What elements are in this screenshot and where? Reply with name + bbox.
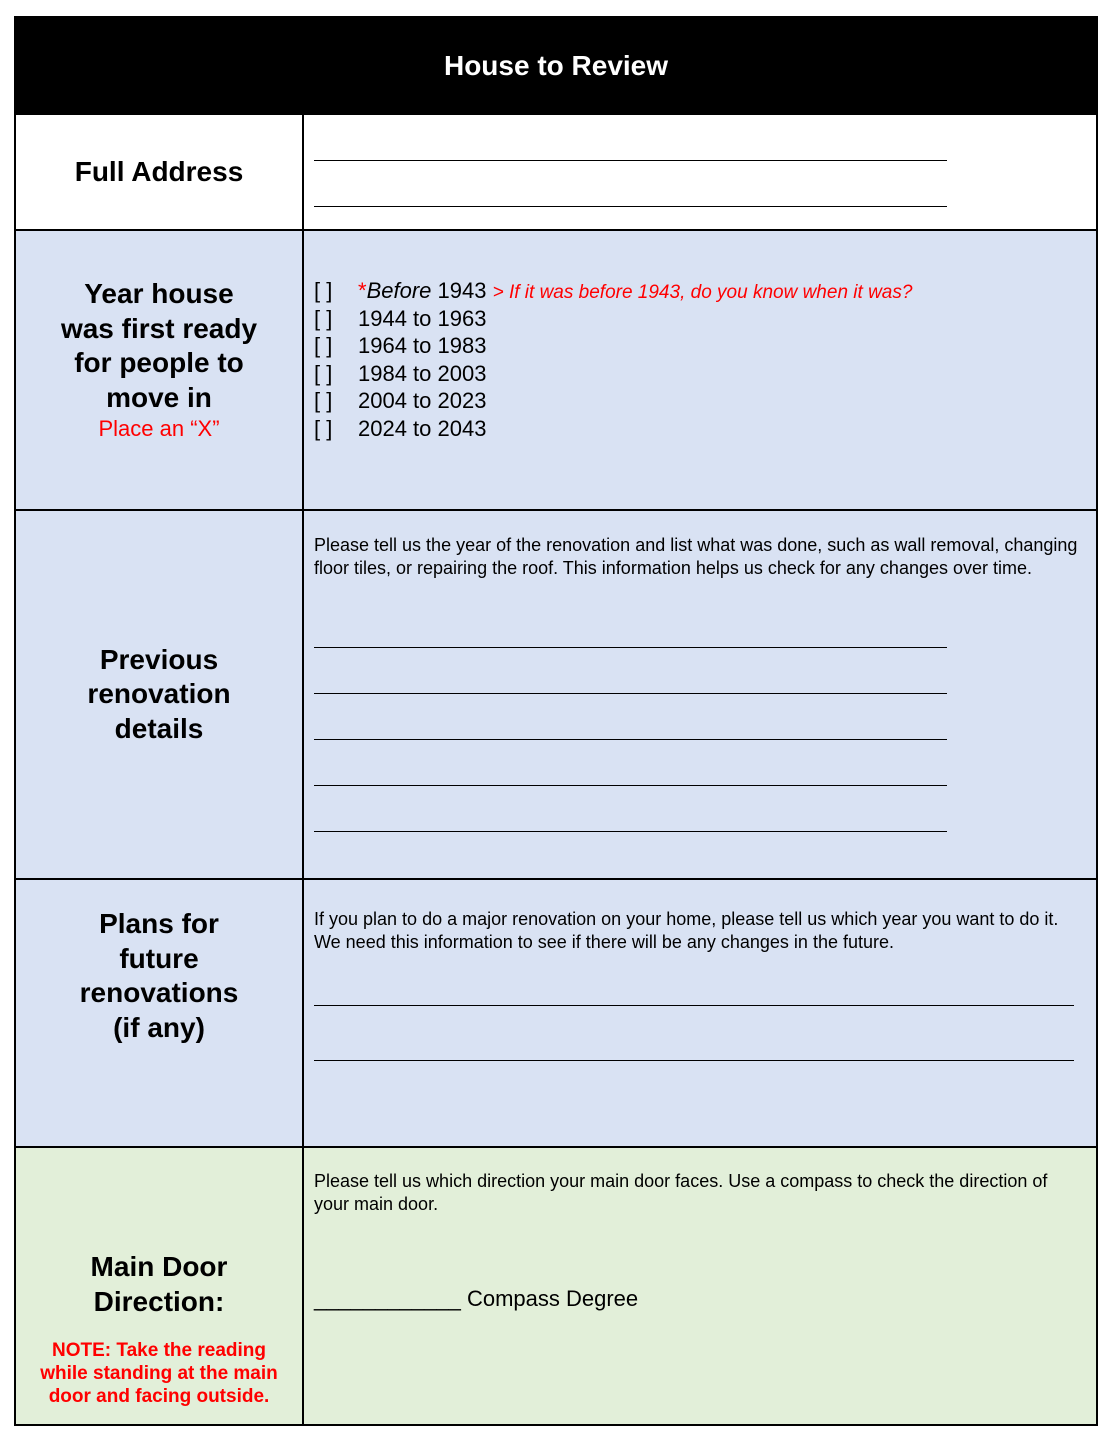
year-option[interactable] bbox=[314, 360, 486, 388]
year-option[interactable] bbox=[314, 305, 486, 333]
future-renovation-label-line: Plans for bbox=[99, 908, 219, 939]
option-label: 1964 to 1983 bbox=[358, 333, 487, 358]
year-option-before-1943[interactable] bbox=[314, 277, 912, 307]
previous-renovation-label-line: details bbox=[114, 712, 204, 744]
option-label: 1984 to 2003 bbox=[358, 361, 487, 386]
year-built-label-line: move in bbox=[106, 381, 212, 413]
future-renovation-instructions: If you plan to do a major renovation on your home, please tell us which year you want to do it. We need this information to see if there will be any changes in the future. bbox=[314, 909, 1059, 952]
previous-renovation-instructions: Please tell us the year of the renovation and list what was done, such as wall removal, changing floor tiles, or repairing the roof. This information helps us check for any changes over time. bbox=[314, 535, 1078, 578]
year-option[interactable] bbox=[314, 387, 486, 415]
compass-degree-label: Compass Degree bbox=[466, 1286, 639, 1311]
future-renovation-line[interactable] bbox=[314, 1005, 1074, 1006]
checkbox[interactable]: [ ] bbox=[314, 388, 333, 413]
option-label: 2004 to 2023 bbox=[358, 388, 487, 413]
future-renovation-row bbox=[16, 878, 1096, 1146]
year-option[interactable] bbox=[314, 415, 486, 443]
before-1943-note: > If it was before 1943, do you know when it was? bbox=[492, 282, 913, 303]
address-line-1[interactable] bbox=[314, 160, 947, 161]
year-built-label-line: Year house bbox=[84, 278, 234, 309]
future-renovation-label-cell bbox=[16, 880, 304, 1146]
previous-renovation-answer-cell bbox=[304, 511, 1096, 878]
option-year: 1943 bbox=[437, 278, 487, 303]
previous-renovation-line[interactable] bbox=[314, 739, 947, 740]
previous-renovation-row bbox=[16, 509, 1096, 878]
future-renovation-label-line: renovations bbox=[79, 977, 239, 1008]
checkbox[interactable]: [ ] bbox=[314, 416, 333, 441]
option-label: 2024 to 2043 bbox=[358, 416, 487, 441]
address-answer-cell bbox=[304, 115, 1096, 229]
address-label-cell bbox=[16, 115, 304, 229]
main-door-label-line: Direction: bbox=[93, 1285, 225, 1317]
checkbox[interactable]: [ ] bbox=[314, 306, 333, 331]
main-door-answer-cell bbox=[304, 1148, 1096, 1424]
previous-renovation-line[interactable] bbox=[314, 647, 947, 648]
year-built-options bbox=[304, 231, 1096, 509]
main-door-label-line: Main Door bbox=[90, 1251, 228, 1282]
compass-degree-field[interactable] bbox=[314, 1285, 638, 1313]
main-door-row bbox=[16, 1146, 1096, 1424]
previous-renovation-line[interactable] bbox=[314, 785, 947, 786]
main-door-note: NOTE: Take the reading while standing at the main door and facing outside. bbox=[40, 1340, 278, 1407]
previous-renovation-line[interactable] bbox=[314, 831, 947, 832]
year-built-label-line: was first ready bbox=[60, 312, 258, 344]
address-row bbox=[16, 113, 1096, 229]
main-door-label-cell bbox=[16, 1148, 304, 1424]
year-built-row bbox=[16, 229, 1096, 509]
previous-renovation-label-line: renovation bbox=[87, 678, 231, 710]
checkbox[interactable]: [ ] bbox=[314, 278, 333, 303]
house-review-form bbox=[14, 16, 1098, 1426]
option-label: Before bbox=[366, 278, 432, 303]
previous-renovation-label-cell bbox=[16, 511, 304, 878]
year-option[interactable] bbox=[314, 332, 486, 360]
main-door-instructions: Please tell us which direction your main door faces. Use a compass to check the direction of your main door. bbox=[314, 1171, 1048, 1214]
required-asterisk: * bbox=[358, 278, 367, 303]
option-label: 1944 to 1963 bbox=[358, 306, 487, 331]
previous-renovation-label-line: Previous bbox=[99, 643, 219, 675]
future-renovation-label-line: (if any) bbox=[113, 1011, 205, 1043]
address-label: Full Address bbox=[74, 155, 244, 187]
future-renovation-answer-cell bbox=[304, 880, 1096, 1146]
future-renovation-label-line: future bbox=[119, 942, 199, 974]
checkbox[interactable]: [ ] bbox=[314, 361, 333, 386]
form-title: House to Review bbox=[16, 18, 1096, 113]
year-built-label-line: for people to bbox=[74, 347, 244, 378]
compass-degree-blank[interactable]: ____________ bbox=[314, 1286, 461, 1311]
year-built-label-cell bbox=[16, 231, 304, 509]
address-line-2[interactable] bbox=[314, 206, 947, 207]
year-built-instruction: Place an “X” bbox=[98, 416, 220, 441]
checkbox[interactable]: [ ] bbox=[314, 333, 333, 358]
future-renovation-line[interactable] bbox=[314, 1060, 1074, 1061]
previous-renovation-line[interactable] bbox=[314, 693, 947, 694]
